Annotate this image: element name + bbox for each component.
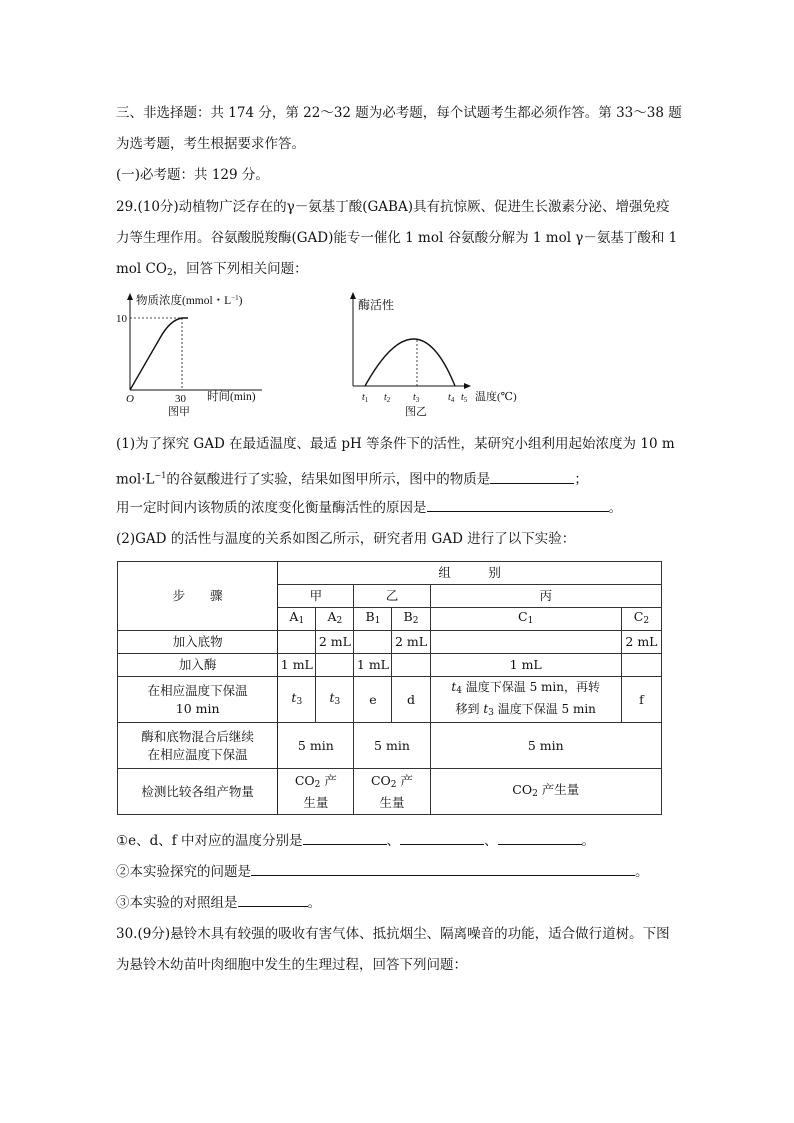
- figure-yi-y-arrow: [350, 292, 356, 299]
- table-group-jia: 甲: [278, 585, 354, 608]
- table-row-label: 加入酶: [118, 654, 278, 677]
- figure-yi-curve: [365, 339, 455, 386]
- figure-jia-xtick: 30: [175, 393, 186, 405]
- figure-yi-caption: 图乙: [405, 406, 427, 418]
- table-cell: 1 mL: [430, 654, 621, 677]
- answer-blank-f[interactable]: [498, 830, 582, 845]
- table-header-groups: 组 别: [278, 562, 662, 585]
- table-cell: [354, 631, 392, 654]
- table-cell: 2 mL: [392, 631, 430, 654]
- q29-sub3: ③本实验的对照组是 。: [116, 892, 321, 913]
- table-group-yi: 乙: [354, 585, 430, 608]
- q29-p1-line1: (1)为了探究 GAD 在最适温度、最适 pH 等条件下的活性，某研究小组利用起始浓度为 10 m: [116, 436, 675, 452]
- figure-jia: [112, 290, 272, 420]
- section-heading-line2: 为选考题，考生根据要求作答。: [116, 136, 305, 152]
- table-cell: [316, 654, 354, 677]
- table-cell: e: [354, 677, 392, 723]
- table-row-label: 在相应温度下保温 10 min: [118, 677, 278, 723]
- figure-jia-xlabel: 时间(min): [207, 391, 256, 403]
- answer-blank-question[interactable]: [251, 861, 635, 876]
- q29-p1-line2: $mol\cdot L^{-1}$的谷氨酸进行了实验，结果如图甲所示，图中的物质是 ；: [116, 466, 588, 490]
- table-row-enzyme: [118, 654, 662, 677]
- q29-p1-line3: 用一定时间内该物质的浓度变化衡量酶活性的原因是 。: [116, 497, 622, 518]
- table-cell: d: [392, 677, 430, 723]
- figure-yi-tick-t1: $t_1$: [362, 392, 369, 404]
- q29-stem-line1: 29.(10分)动植物广泛存在的γ－氨基丁酸(GABA)具有抗惊厥、促进生长激素分泌、增强免疫: [116, 199, 670, 215]
- figure-yi-tick-t5: $t_5$: [461, 392, 468, 404]
- table-cell: 2 mL: [621, 631, 661, 654]
- table-col-b2: $B_2$: [392, 608, 430, 631]
- q29-p2-intro: (2)GAD 的活性与温度的关系如图乙所示，研究者用 GAD 进行了以下实验：: [116, 531, 576, 547]
- answer-blank-e[interactable]: [303, 830, 387, 845]
- q30-stem-line2: 为悬铃木幼苗叶肉细胞中发生的生理过程，回答下列问题：: [116, 957, 467, 973]
- table-row-label: 酶和底物混合后继续 在相应温度下保温: [118, 723, 278, 769]
- figure-yi-ylabel: 酶活性: [358, 298, 395, 312]
- q29-stem-line3: mol $CO_2$，回答下列相关问题：: [116, 261, 308, 278]
- figure-yi-tick-t4: $t_4$: [448, 392, 455, 404]
- table-row-incubate: [118, 677, 662, 723]
- q30-stem-line1: 30.(9分)悬铃木具有较强的吸收有害气体、抵抗烟尘、隔离噪音的功能，适合做行道树。下图: [116, 926, 670, 942]
- table-cell: $CO_2$ 产生量: [430, 769, 661, 815]
- table-row-label: 检测比较各组产物量: [118, 769, 278, 815]
- figure-jia-curve: [130, 318, 188, 390]
- table-col-c1: $C_1$: [430, 608, 621, 631]
- figure-yi-xlabel: 温度(℃): [475, 391, 517, 403]
- table-cell: 2 mL: [316, 631, 354, 654]
- table-row-label: 加入底物: [118, 631, 278, 654]
- table-col-b1: $B_1$: [354, 608, 392, 631]
- table-header-steps: 步 骤: [118, 562, 278, 631]
- table-cell: $CO_2$ 产 生量: [354, 769, 430, 815]
- experiment-table: [117, 561, 662, 815]
- table-cell: [278, 631, 316, 654]
- table-cell: [392, 654, 430, 677]
- section-heading-line1: 三、非选择题：共 174 分，第 22～32 题为必考题，每个试题考生都必须作答。第 33～38 题: [116, 105, 682, 121]
- figure-yi-x-arrow: [464, 383, 471, 389]
- answer-blank-reason[interactable]: [427, 497, 609, 512]
- table-cell: $t_3$: [278, 677, 316, 723]
- figure-jia-caption: 图甲: [168, 406, 190, 418]
- table-cell: $t_3$: [316, 677, 354, 723]
- table-col-a2: $A_2$: [316, 608, 354, 631]
- table-cell: $CO_2$ 产 生量: [278, 769, 354, 815]
- answer-blank-d[interactable]: [400, 830, 484, 845]
- table-row-substrate: [118, 631, 662, 654]
- table-cell: 5 min: [354, 723, 430, 769]
- figure-jia-ylabel: 物质浓度(mmol・$L^{-1}$): [136, 294, 243, 307]
- table-col-a1: $A_1$: [278, 608, 316, 631]
- q29-sub1: ①e、d、f 中对应的温度分别是 、 、 。: [116, 830, 595, 851]
- figure-jia-y-arrow: [127, 293, 133, 300]
- answer-blank-control[interactable]: [238, 892, 308, 907]
- required-heading: (一)必考题：共 129 分。: [116, 167, 269, 183]
- table-cell: $t_4$ 温度下保温 5 min，再转 移到 $t_3$ 温度下保温 5 min: [430, 677, 621, 723]
- table-col-c2: $C_2$: [621, 608, 661, 631]
- table-row-detect: [118, 769, 662, 815]
- table-cell: f: [621, 677, 661, 723]
- table-group-bing: 丙: [430, 585, 661, 608]
- table-cell: 5 min: [430, 723, 661, 769]
- q29-stem-line2: 力等生理作用。谷氨酸脱羧酶(GAD)能专一催化 1 mol 谷氨酸分解为 1 mol γ－氨基丁酸和 1: [116, 230, 678, 246]
- table-row-continue: [118, 723, 662, 769]
- table-cell: 1 mL: [354, 654, 392, 677]
- figure-yi: [345, 290, 535, 420]
- figure-jia-ytick: 10: [116, 313, 127, 325]
- table-cell: 5 min: [278, 723, 354, 769]
- figure-jia-origin: O: [126, 393, 134, 405]
- figure-yi-tick-t2: $t_2$: [384, 392, 391, 404]
- figure-yi-tick-t3: $t_3$: [413, 392, 420, 404]
- table-cell: 1 mL: [278, 654, 316, 677]
- table-cell: [621, 654, 661, 677]
- q29-sub2: ②本实验探究的问题是 。: [116, 861, 649, 882]
- table-cell: [430, 631, 621, 654]
- answer-blank-substance[interactable]: [490, 469, 574, 484]
